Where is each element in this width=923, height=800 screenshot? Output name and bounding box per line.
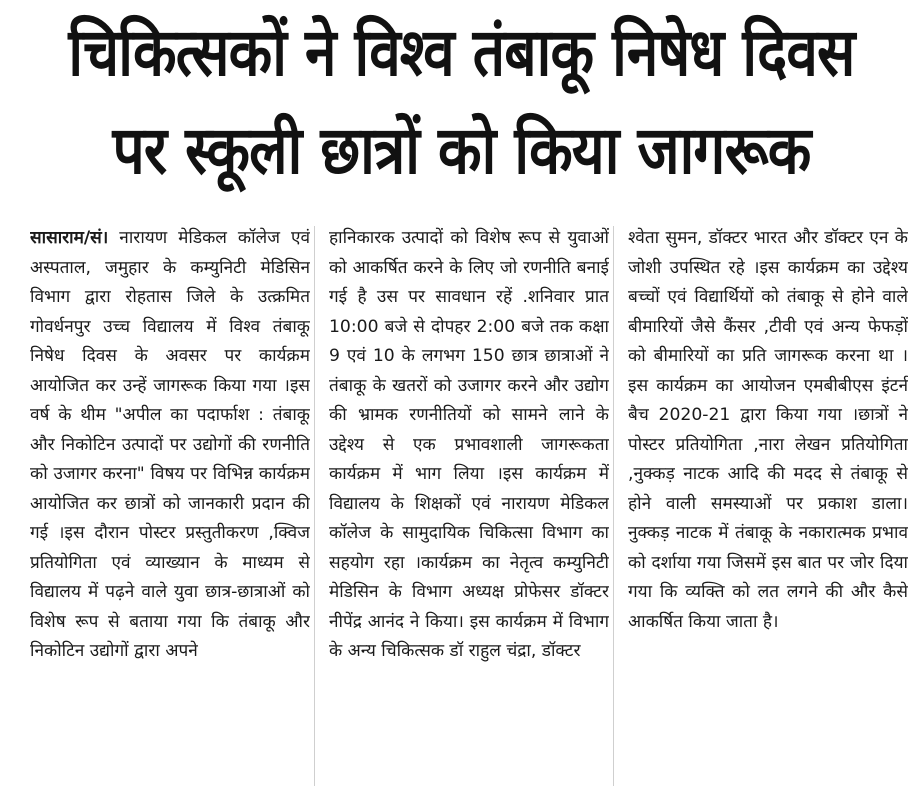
headline	[0, 4, 923, 200]
dateline: सासाराम/सं।	[30, 228, 109, 248]
headline-line-1: चिकित्सकों ने विश्व तंबाकू निषेध दिवस	[68, 14, 855, 91]
article-column-2	[329, 224, 609, 794]
headline-line-2: पर स्कूली छात्रों को किया जागरूक	[112, 112, 811, 189]
article-column-3	[628, 224, 908, 794]
column-3-text: श्वेता सुमन, डॉक्टर भारत और डॉक्टर एन के जोशी उपस्थित रहे ।इस कार्यक्रम का उद्देश्य बच्चों एवं विद्यार्थियों को तंबाकू से होने वाले बीमारियों जैसे कैंसर ,टीवी एवं अन्य फेफड़ों को बीमारियों का प्रति जागरूक करना था ।इस कार्यक्रम का आयोजन एमबीबीएस इंटर्न बैच 2020-21 द्वारा किया गया ।छात्रों ने पोस्टर प्रतियोगिता ,नारा लेखन प्रतियोगिता ,नुक्कड़ नाटक आदि की मदद से तंबाकू से होने वाली समस्याओं पर प्रकाश डाला। नुक्कड़ नाटक में तंबाकू के नकारात्मक प्रभाव को दर्शाया गया जिसमें इस बात पर जोर दिया गया कि व्यक्ति को लत लगने की और कैसे आकर्षित किया जाता है।	[628, 228, 908, 632]
column-2-text: हानिकारक उत्पादों को विशेष रूप से युवाओं को आकर्षित करने के लिए जो रणनीति बनाई गई है उस पर सावधान रहें .शनिवार प्रात 10:00 बजे से दोपहर 2:00 बजे तक कक्षा 9 एवं 10 के लगभग 150 छात्र छात्राओं ने तंबाकू के खतरों को उजागर करने और उद्योग की भ्रामक रणनीतियों को सामने लाने के उद्देश्य से एक प्रभावशाली जागरूकता कार्यक्रम में भाग लिया ।इस कार्यक्रम में विद्यालय के शिक्षकों एवं नारायण मेडिकल कॉलेज के सामुदायिक चिकित्सा विभाग का सहयोग रहा ।कार्यक्रम का नेतृत्व कम्युनिटी मेडिसिन के विभाग अध्यक्ष प्रोफेसर डॉक्टर नीपेंद्र आनंद ने किया। इस कार्यक्रम में विभाग के अन्य चिकित्सक डॉ राहुल चंद्रा, डॉक्टर	[329, 228, 609, 661]
article-column-1	[30, 224, 310, 794]
column-1-text: नारायण मेडिकल कॉलेज एवं अस्पताल, जमुहार के कम्युनिटी मेडिसिन विभाग द्वारा रोहतास जिले के उत्क्रमित गोवर्धनपुर उच्च विद्यालय में विश्व तंबाकू निषेध दिवस के अवसर पर कार्यक्रम आयोजित कर उन्हें जागरूक किया गया ।इस वर्ष के थीम "अपील का पदार्फाश : तंबाकू और निकोटिन उत्पादों पर उद्योगों की रणनीति को उजागर करना" विषय पर विभिन्न कार्यक्रम आयोजित कर छात्रों को जानकारी प्रदान की गई ।इस दौरान पोस्टर प्रस्तुतीकरण ,क्विज प्रतियोगिता एवं व्याख्यान के माध्यम से विद्यालय में पढ़ने वाले युवा छात्र-छात्राओं को विशेष रूप से बताया गया कि तंबाकू और निकोटिन उद्योगों द्वारा अपने	[30, 228, 310, 661]
article-body	[30, 224, 908, 794]
